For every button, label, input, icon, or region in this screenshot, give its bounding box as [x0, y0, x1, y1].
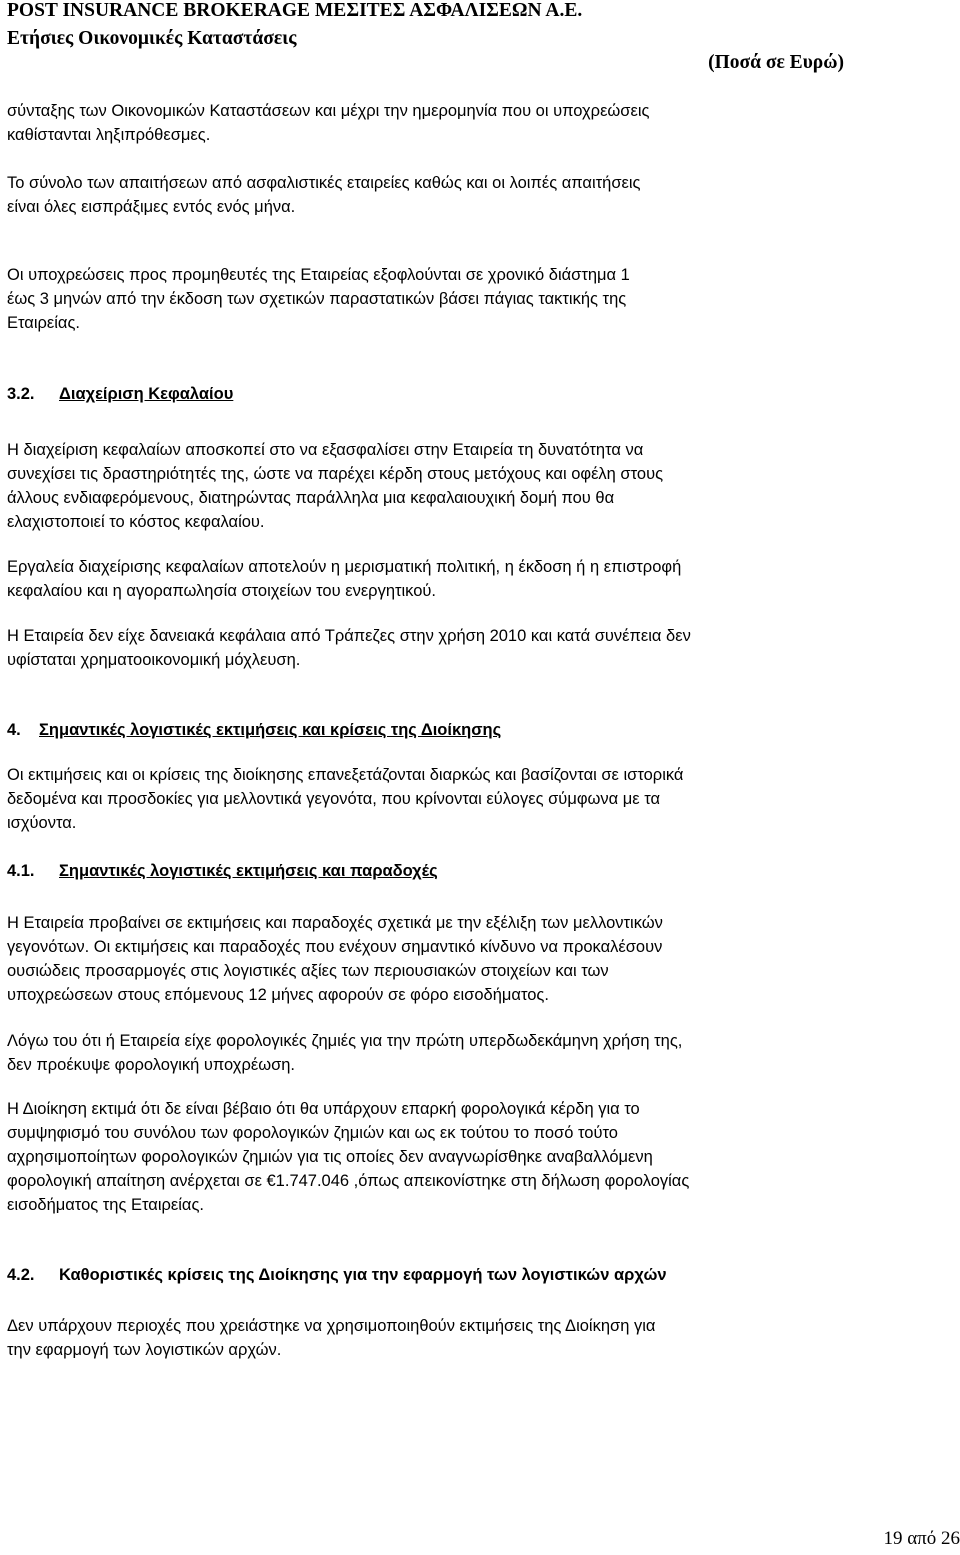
text-line: ισχύοντα. — [7, 814, 77, 832]
section-number: 4.2. — [7, 1266, 35, 1284]
text-line: Η Εταιρεία δεν είχε δανειακά κεφάλαια από Τράπεζες στην χρήση 2010 και κατά συνέπεια δεν — [7, 627, 691, 645]
text-line: την εφαρμογή των λογιστικών αρχών. — [7, 1341, 282, 1359]
paragraph-suppliers — [7, 263, 845, 335]
page-number: 19 από 26 — [883, 1528, 960, 1549]
paragraph-estimates-judgements — [7, 763, 845, 835]
text-line: Η Διοίκηση εκτιμά ότι δε είναι βέβαιο ότι θα υπάρχουν επαρκή φορολογικά κέρδη για το — [7, 1100, 640, 1118]
document-subtitle: Ετήσιες Οικονομικές Καταστάσεις — [7, 28, 297, 49]
paragraph-estimates-assumptions — [7, 911, 845, 1007]
text-line: ουσιώδεις προσαρμογές στις λογιστικές αξίες των περιουσιακών στοιχείων και των — [7, 962, 609, 980]
section-heading-4-1 — [7, 859, 438, 883]
text-line: είναι όλες εισπράξιμες εντός ενός μήνα. — [7, 198, 296, 216]
text-line: Η Εταιρεία προβαίνει σε εκτιμήσεις και παραδοχές σχετικά με την εξέλιξη των μελλοντικών — [7, 914, 663, 932]
company-name: POST INSURANCE BROKERAGE ΜΕΣΙΤΕΣ ΑΣΦΑΛΙΣΕΩΝ Α.Ε. — [7, 0, 583, 21]
section-heading-3-2 — [7, 382, 233, 406]
text-line: εισοδήματος της Εταιρείας. — [7, 1196, 204, 1214]
text-line: δεδομένα και προσδοκίες για μελλοντικά γεγονότα, που κρίνονται εύλογες σύμφωνα με τα — [7, 790, 661, 808]
text-line: αχρησιμοποίητων φορολογικών ζημιών για τις οποίες δεν αναγνωρίσθηκε αναβαλλόμενη — [7, 1148, 653, 1166]
section-title: Σημαντικές λογιστικές εκτιμήσεις και κρίσεις της Διοίκησης — [39, 721, 502, 739]
text-line: έως 3 μηνών από την έκδοση των σχετικών παραστατικών βάσει πάγιας τακτικής της — [7, 290, 627, 308]
section-number: 4. — [7, 721, 21, 739]
text-line: συνεχίσει τις δραστηριότητές της, ώστε να παρέχει κέρδη στους μετόχους και οφέλη στους — [7, 465, 664, 483]
paragraph-capital-tools — [7, 555, 845, 603]
text-line: υφίσταται χρηματοοικονομική μόχλευση. — [7, 651, 301, 669]
paragraph-receivables — [7, 171, 845, 219]
paragraph-liabilities-due — [7, 99, 845, 147]
text-line: Οι εκτιμήσεις και οι κρίσεις της διοίκησης επανεξετάζονται διαρκώς και βασίζονται σε ιστορικά — [7, 766, 684, 784]
text-line: γεγονότων. Οι εκτιμήσεις και παραδοχές που ενέχουν σημαντικό κίνδυνο να προκαλέσουν — [7, 938, 663, 956]
text-line: φορολογική απαίτηση ανέρχεται σε €1.747.046 ,όπως απεικονίστηκε στη δήλωση φορολογίας — [7, 1172, 690, 1190]
text-line: κεφαλαίου και η αγοραπωλησία στοιχείων του ενεργητικού. — [7, 582, 437, 600]
text-line: Λόγω του ότι ή Εταιρεία είχε φορολογικές ζημιές για την πρώτη υπερδωδεκάμηνη χρήση της, — [7, 1032, 683, 1050]
text-line: δεν προέκυψε φορολογική υποχρέωση. — [7, 1056, 296, 1074]
section-title: Σημαντικές λογιστικές εκτιμήσεις και παραδοχές — [59, 862, 438, 880]
text-line: Οι υποχρεώσεις προς προμηθευτές της Εταιρείας εξοφλούνται σε χρονικό διάστημα 1 — [7, 266, 630, 284]
paragraph-tax-losses — [7, 1029, 845, 1077]
section-title: Καθοριστικές κρίσεις της Διοίκησης για την εφαρμογή των λογιστικών αρχών — [59, 1266, 667, 1284]
text-line: Το σύνολο των απαιτήσεων από ασφαλιστικές εταιρείες καθώς και οι λοιπές απαιτήσεις — [7, 174, 641, 192]
text-line: καθίστανται ληξιπρόθεσμες. — [7, 126, 211, 144]
paragraph-critical-judgements — [7, 1314, 845, 1362]
text-line: υποχρεώσεων στους επόμενους 12 μήνες αφορούν σε φόρο εισοδήματος. — [7, 986, 549, 1004]
paragraph-leverage — [7, 624, 845, 672]
text-line: Εταιρείας. — [7, 314, 80, 332]
paragraph-deferred-tax — [7, 1097, 845, 1217]
section-title: Διαχείριση Κεφαλαίου — [59, 385, 234, 403]
section-number: 4.1. — [7, 862, 35, 880]
text-line: ελαχιστοποιεί το κόστος κεφαλαίου. — [7, 513, 265, 531]
text-line: Δεν υπάρχουν περιοχές που χρειάστηκε να χρησιμοποιηθούν εκτιμήσεις της Διοίκηση για — [7, 1317, 656, 1335]
section-number: 3.2. — [7, 385, 35, 403]
text-line: σύνταξης των Οικονομικών Καταστάσεων και μέχρι την ημερομηνία που οι υποχρεώσεις — [7, 102, 650, 120]
section-heading-4 — [7, 718, 501, 742]
section-heading-4-2 — [7, 1263, 667, 1287]
paragraph-capital-management — [7, 438, 845, 534]
currency-note: (Ποσά σε Ευρώ) — [708, 52, 844, 73]
text-line: συμψηφισμό του συνόλου των φορολογικών ζημιών και ως εκ τούτου το ποσό τούτο — [7, 1124, 618, 1142]
text-line: Εργαλεία διαχείρισης κεφαλαίων αποτελούν η μερισματική πολιτική, η έκδοση ή η επιστροφή — [7, 558, 682, 576]
text-line: Η διαχείριση κεφαλαίων αποσκοπεί στο να εξασφαλίσει στην Εταιρεία τη δυνατότητα να — [7, 441, 644, 459]
text-line: άλλους ενδιαφερόμενους, διατηρώντας παράλληλα μια κεφαλαιουχική δομή που θα — [7, 489, 615, 507]
